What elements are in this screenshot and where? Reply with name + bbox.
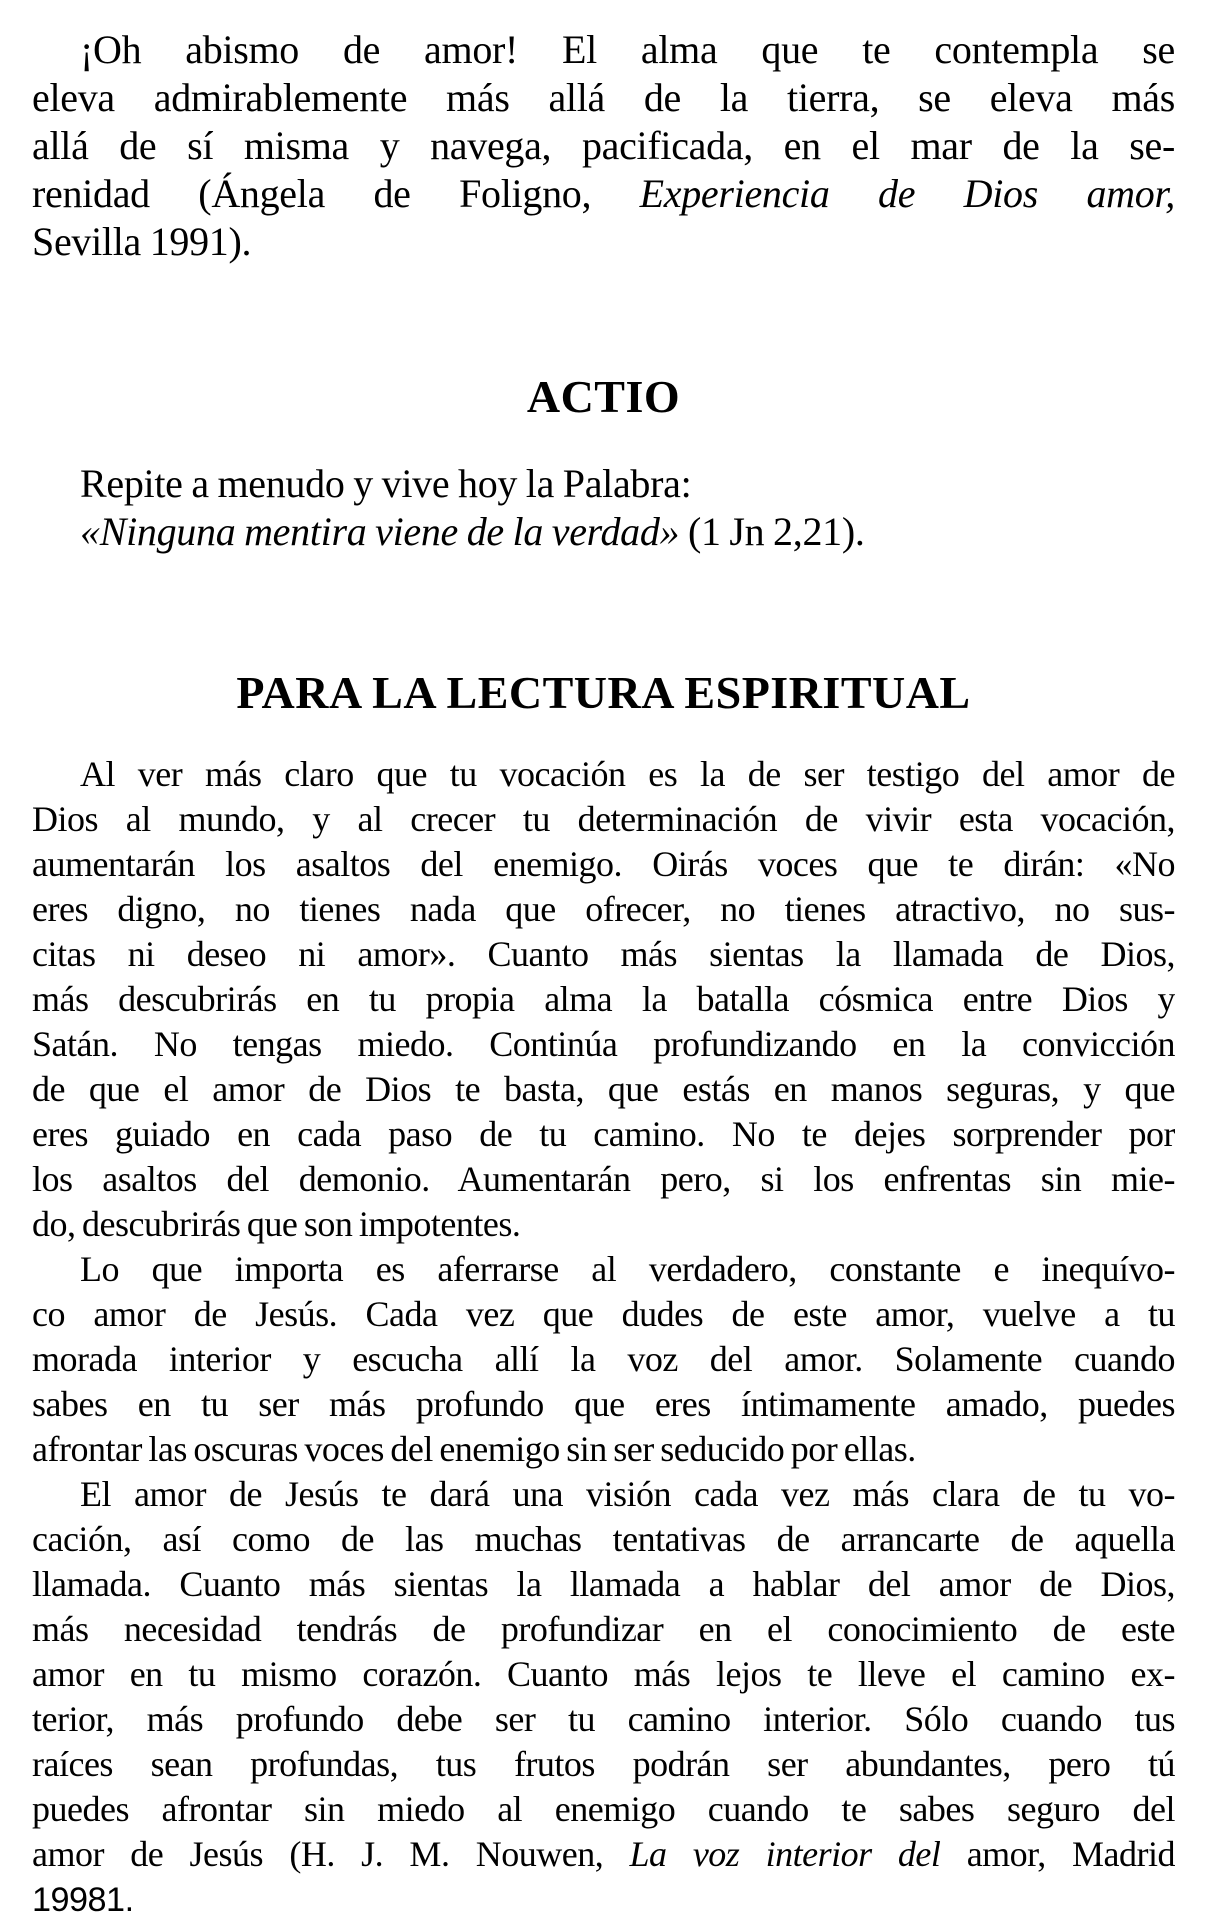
text-line [32, 74, 1175, 122]
text-line [32, 1292, 1175, 1337]
text-line [32, 1697, 1175, 1742]
text-line [32, 1022, 1175, 1067]
text-line [32, 842, 1175, 887]
text-line [32, 1562, 1175, 1607]
text-segment: Sevilla 1991). [32, 219, 252, 264]
text-line [32, 1787, 1175, 1832]
text-line [32, 1382, 1175, 1427]
text-line [32, 122, 1175, 170]
paragraph [32, 752, 1175, 1247]
text-line [32, 1067, 1175, 1112]
text-segment: terior, más profundo debe ser tu camino interior. Sólo cuando tus [32, 1699, 1175, 1739]
text-line [32, 26, 1175, 74]
intro-paragraph [32, 26, 1175, 266]
text-segment: Lo que importa es aferrarse al verdadero, constante e inequívo- [80, 1249, 1175, 1289]
text-segment: eres digno, no tienes nada que ofrecer, no tienes atractivo, no sus- [32, 889, 1175, 929]
text-segment: llamada. Cuanto más sientas la llamada a hablar del amor de Dios, [32, 1564, 1175, 1604]
text-segment: 19981. [32, 1881, 134, 1919]
actio-heading: ACTIO [526, 371, 681, 422]
actio-lines [32, 460, 1175, 556]
text-line [32, 1247, 1175, 1292]
text-segment: allá de sí misma y navega, pacificada, en el mar de la se- [32, 123, 1175, 168]
text-segment: los asaltos del demonio. Aumentarán pero, si los enfrentas sin mie- [32, 1159, 1175, 1199]
text-line [32, 977, 1175, 1022]
text-line [32, 170, 1175, 218]
text-line [32, 887, 1175, 932]
italic-text: Experiencia de Dios amor, [639, 171, 1175, 216]
italic-text: La voz interior del [629, 1834, 941, 1874]
text-segment: ¡Oh abismo de amor! El alma que te contempla se [80, 27, 1175, 72]
text-segment: citas ni deseo ni amor». Cuanto más sientas la llamada de Dios, [32, 934, 1175, 974]
text-line [32, 1427, 1175, 1472]
text-segment: El amor de Jesús te dará una visión cada vez más clara de tu vo- [80, 1474, 1175, 1514]
paragraph [32, 1472, 1175, 1922]
text-line [32, 1742, 1175, 1787]
text-segment: puedes afrontar sin miedo al enemigo cuando te sabes seguro del [32, 1789, 1175, 1829]
text-segment: (1 Jn 2,21). [679, 509, 865, 554]
italic-text: «Ninguna mentira viene de la verdad» [80, 509, 680, 554]
text-segment: amor en tu mismo corazón. Cuanto más lejos te lleve el camino ex- [32, 1654, 1175, 1694]
text-segment: renidad (Ángela de Foligno, [32, 171, 640, 216]
text-segment: aumentarán los asaltos del enemigo. Oirás voces que te dirán: «No [32, 844, 1175, 884]
text-line [32, 1112, 1175, 1157]
text-segment: eleva admirablemente más allá de la tierra, se eleva más [32, 75, 1175, 120]
text-line [32, 1337, 1175, 1382]
text-line [32, 932, 1175, 977]
text-segment: Satán. No tengas miedo. Continúa profundizando en la convicción [32, 1024, 1175, 1064]
text-segment: amor, Madrid [940, 1834, 1175, 1874]
text-segment: Dios al mundo, y al crecer tu determinación de vivir esta vocación, [32, 799, 1175, 839]
text-line [32, 797, 1175, 842]
text-segment: co amor de Jesús. Cada vez que dudes de este amor, vuelve a tu [32, 1294, 1175, 1334]
text-segment: raíces sean profundas, tus frutos podrán ser abundantes, pero tú [32, 1744, 1175, 1784]
text-line [32, 460, 1175, 508]
text-line [32, 1472, 1175, 1517]
text-line [32, 218, 1175, 266]
text-segment: de que el amor de Dios te basta, que estás en manos seguras, y que [32, 1069, 1175, 1109]
text-line [32, 1202, 1175, 1247]
text-segment: amor de Jesús (H. J. M. Nouwen, [32, 1834, 630, 1874]
lectura-body [32, 752, 1175, 1922]
text-line [32, 1517, 1175, 1562]
text-segment: do, descubrirás que son impotentes. [32, 1204, 521, 1244]
paragraph [32, 1247, 1175, 1472]
text-segment: más necesidad tendrás de profundizar en el conocimiento de este [32, 1609, 1175, 1649]
text-line [32, 1877, 1175, 1922]
text-line [32, 1652, 1175, 1697]
text-segment: Al ver más claro que tu vocación es la de ser testigo del amor de [80, 754, 1175, 794]
lectura-heading: PARA LA LECTURA ESPIRITUAL [236, 667, 971, 718]
text-line [32, 1157, 1175, 1202]
text-segment: morada interior y escucha allí la voz del amor. Solamente cuando [32, 1339, 1175, 1379]
text-line [32, 752, 1175, 797]
text-segment: más descubrirás en tu propia alma la batalla cósmica entre Dios y [32, 979, 1175, 1019]
text-segment: cación, así como de las muchas tentativas de arrancarte de aquella [32, 1519, 1175, 1559]
text-segment: sabes en tu ser más profundo que eres íntimamente amado, puedes [32, 1384, 1175, 1424]
text-segment: afrontar las oscuras voces del enemigo sin ser seducido por ellas. [32, 1429, 916, 1469]
text-line [32, 508, 1175, 556]
text-segment: eres guiado en cada paso de tu camino. No te dejes sorprender por [32, 1114, 1175, 1154]
text-segment: Repite a menudo y vive hoy la Palabra: [80, 461, 692, 506]
text-line [32, 1607, 1175, 1652]
text-line [32, 1832, 1175, 1877]
